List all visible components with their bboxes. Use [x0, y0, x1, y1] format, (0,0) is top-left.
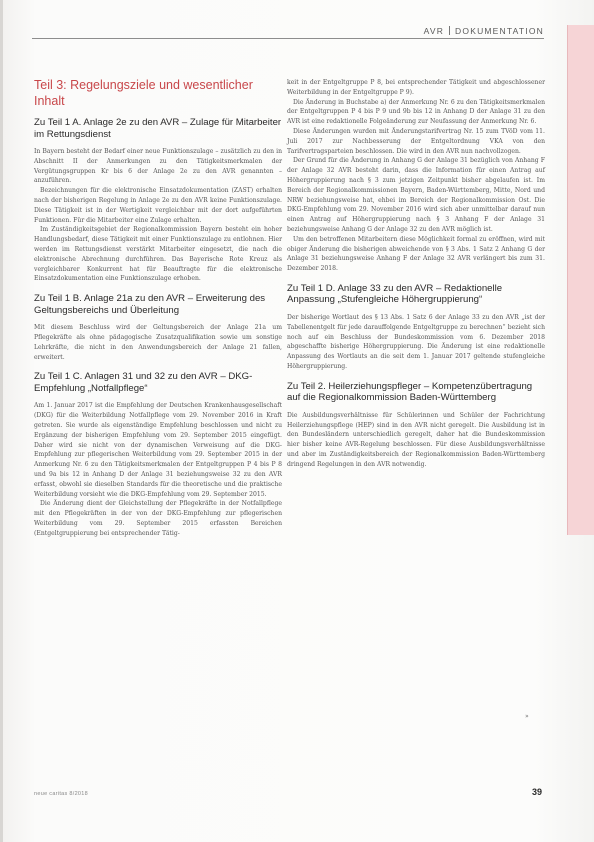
section-title: Teil 3: Regelungsziele und wesentlicher Inhalt — [34, 78, 253, 108]
text-teil-1a — [34, 147, 282, 284]
right-column — [287, 78, 545, 470]
footer-publication: neue caritas 8/2018 — [34, 791, 89, 797]
paragraph: Mit diesem Beschluss wird der Geltungsbereich der Anlage 21a um Pflegekräfte als ohne pädagogische Zusatzqualifikation sowie um sonstige Lehrkräfte, die nicht in den Anwendungsbereich der Anlage 21 fallen, erweitert. — [34, 324, 282, 361]
heading-teil-1c: Zu Teil 1 C. Anlagen 31 und 32 zu den AVR – DKG-Empfehlung „Notfallpflege“ — [34, 371, 253, 394]
text-teil-1c — [34, 401, 282, 538]
continue-marker: » — [525, 713, 529, 720]
text-continuation — [287, 78, 545, 274]
left-column — [34, 78, 282, 539]
header-category: DOKUMENTATION — [455, 26, 544, 36]
paragraph: Diese Änderungen wurden mit Änderungstarifvertrag Nr. 15 zum TVöD vom 11. Juli 2017 zur Nachbesserung der Entgeltordnung VKA von den Tarifvertragsparteien beschlossen. Die wird in den AVR nun nachvollzogen. — [287, 127, 545, 155]
heading-teil-1b: Zu Teil 1 B. Anlage 21a zu den AVR – Erweiterung des Geltungsbereichs und Überleitung — [34, 293, 266, 316]
paragraph: Die Änderung dient der Gleichstellung der Pflegekräfte in der Notfallpflege mit den Pflegekräften in der von der DKG-Empfehlung zur pflegerischen Weiterbildung vom 29. September 2015 erfassten Bereichen (Entgeltgruppierung bei entsprechender Tätig- — [34, 500, 282, 537]
header-separator — [449, 26, 450, 35]
heading-teil-1a: Zu Teil 1 A. Anlage 2e zu den AVR – Zulage für Mitarbeiter im Rettungsdienst — [34, 117, 282, 140]
text-teil-1b — [34, 323, 282, 362]
paragraph: keit in der Entgeltgruppe P 8, bei entsprechender Tätigkeit und abgeschlossener Weiterbildung in der Entgeltgruppe P 9). — [287, 79, 545, 96]
paragraph: Im Zuständigkeitsgebiet der Regionalkommission Bayern besteht ein hoher Handlungsbedarf, diese Tätigkeit mit einer Funktionszulage zu entlohnen. Hier werden im Rettungsdienst verstärkt Mitarbeiter eingesetzt, die nach die elektronische Abrechnung durchführen. Das Bayerische Rote Kreuz als vergleichbarer Konkurrent hat für Beauftragte für die elektronische Einsatzdokumentation eine Funktionszulage erhoben. — [34, 226, 282, 283]
text-teil-1d — [287, 313, 545, 372]
running-header — [424, 26, 544, 36]
header-section: AVR — [423, 26, 445, 36]
paragraph: Bezeichnungen für die elektronische Einsatzdokumentation (ZAST) erhalten nach der bisherigen Regelung in Anlage 2e zu den AVR keine Funktionszulage. Diese Tätigkeit ist in der Wertigkeit vergleichbar mit der dort aufgeführten Funktionen. Für die Mitarbeiter eine Zulage erhalten. — [34, 187, 282, 224]
paragraph: Der Grund für die Änderung in Anhang G der Anlage 31 bezüglich von Anhang F der Anlage 32 AVR besteht darin, dass die Information für einen Antrag auf Höhergruppierung nach § 3 zum jetzigen Zeitpunkt bisher abgelaufen ist. Im Bereich der Regionalkommissionen Bayern, Baden-Württemberg, Mitte, Nord und NRW beziehungsweise hat, ehbei im Bereich der Regionalkommission Ost. Die DKG-Empfehlung vom 29. November 2016 wird sich aber unmittelbar darauf nun einen Antrag auf Höhergruppierung nach § 3 Anhang F der Anlage 31 beziehungsweise Anhang G der Anlage 32 zu den AVR möglich ist. — [287, 157, 545, 233]
paragraph: In Bayern besteht der Bedarf einer neue Funktionszulage – zusätzlich zu den in Abschnitt II der Anmerkungen zu den Tätigkeitsmerkmalen der Vergütungsgruppen Kr bis 6 der Anlage 2e zu den AVR genannten – anzuführen. — [34, 148, 282, 185]
section-tab — [568, 25, 594, 535]
heading-teil-2: Zu Teil 2. Heilerziehungspfleger – Kompetenzübertragung auf die Regionalkommission Baden-Württemberg — [287, 380, 533, 404]
header-rule — [32, 38, 544, 39]
paragraph: Um den betroffenen Mitarbeitern diese Möglichkeit formal zu eröffnen, wird mit obiger Änderung die bisherigen abweichende von § 3 Abs. 1 Satz 2 Anhang G der Anlage 31 beziehungsweise Anhang F der Anlage 32 AVR verlängert bis zum 31. Dezember 2018. — [287, 235, 545, 273]
text-teil-2 — [287, 411, 545, 470]
paragraph: Der bisherige Wortlaut des § 13 Abs. 1 Satz 6 der Anlage 33 zu den AVR „ist der Tabellenentgelt für jede darauffolgende Entgeltgruppe zu berechnen“ bezieht sich noch auf ein Beschluss der Bundeskommission vom 6. Dezember 2018 abgeschaffte bisherige Höhergruppierung. Die Änderung ist eine redaktionelle Anpassung des Wortlauts an die seit dem 1. Januar 2017 geltende stufengleiche Höhergruppierung. — [287, 313, 545, 370]
paragraph: Die Änderung in Buchstabe a) der Anmerkung Nr. 6 zu den Tätigkeitsmerkmalen der Entgeltgruppen P 4 bis P 9 und 9b bis 12 in Anhang D der Anlage 31 zu den AVR ist eine redaktionelle Folgeänderung zur Neufassung der Anmerkung Nr. 6. — [287, 98, 545, 126]
heading-teil-1d: Zu Teil 1 D. Anlage 33 zu den AVR – Redaktionelle Anpassung „Stufengleiche Höhergruppierung“ — [287, 282, 503, 306]
page-number: 39 — [531, 787, 542, 797]
paragraph: Am 1. Januar 2017 ist die Empfehlung der Deutschen Krankenhausgesellschaft (DKG) für die Weiterbildung Notfallpflege vom 29. November 2016 in Kraft getreten. Sie wurde als eigenständige Empfehlung beschlossen und nicht zu Ergänzung der bisherigen Empfehlung vom 29. September 2015 eingefügt. Daher wird sie nicht von der dynamischen Verweisung auf die DKG-Empfehlung zur pflegerischen Weiterbildung vom 29. September 2015 in der Anmerkung Nr. 6 zu den Tätigkeitsmerkmalen der Entgeltgruppen P 4 bis P 8 und 9a bis 12 in Anhang D der Anlage 31 beziehungsweise 32 zu den AVR erfasst, obwohl sie dieselben Standards für die theoretische und die praktische Weiterbildung vorsieht wie die DKG-Empfehlung vom 29. September 2015. — [34, 402, 282, 498]
scan-edge — [0, 0, 3, 842]
paragraph: Die Ausbildungsverhältnisse für Schülerinnen und Schüler der Fachrichtung Heilerziehungspflege (HEP) sind in den AVR nicht geregelt. Die Ausbildung ist in den Bundesländern unterschiedlich geregelt, daher hat die Bundeskommission hier bisher keine AVR-Regelung beschlossen. Für diese Ausbildungsverhältnisse und aber im Zuständigkeitsbereich der Regionalkommission Baden-Württemberg dringend Regelungen in den AVR notwendig. — [287, 411, 545, 468]
